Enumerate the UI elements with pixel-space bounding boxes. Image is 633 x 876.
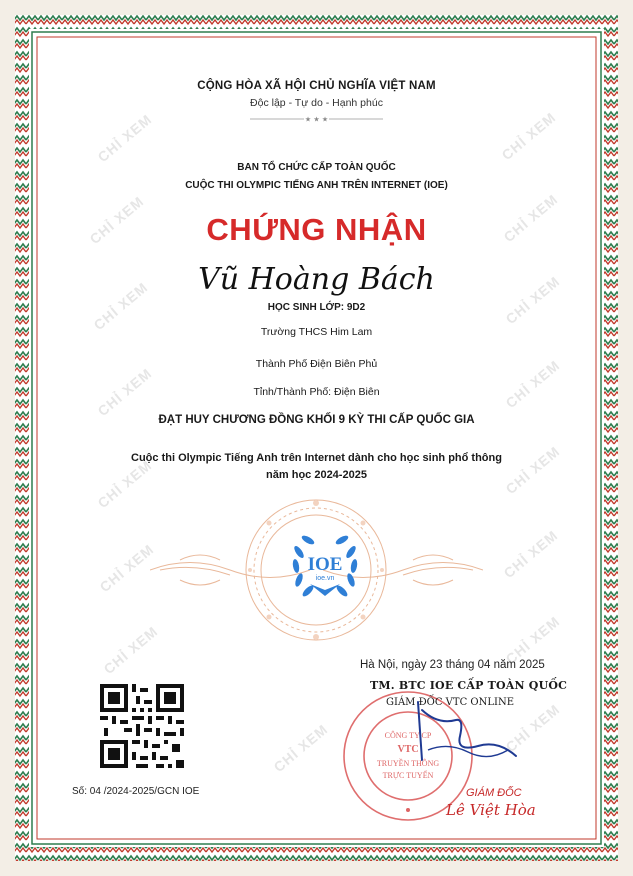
city-name: Thành Phố Điện Biên Phủ [255,358,378,370]
logo-url: ioe.vn [315,575,335,582]
watermark: CHỈ XEM [502,700,563,756]
stamp-line-4: TRỰC TUYẾN [382,771,434,780]
watermark: CHỈ XEM [94,364,155,420]
signer-role: GIÁM ĐỐC [466,787,522,799]
stamp-line-2: VTC [397,744,419,755]
serial-number: Số: 04 /2024-2025/GCN IOE [72,786,200,797]
watermark: CHỈ XEM [96,540,157,596]
signature-subtitle: GIÁM ĐỐC VTC ONLINE [386,697,514,708]
issue-date: Hà Nội, ngày 23 tháng 04 năm 2025 [360,659,545,671]
qr-code [100,684,184,768]
student-class: HỌC SINH LỚP: 9D2 [267,302,366,313]
watermark: CHỈ XEM [498,108,559,164]
watermark: CHỈ XEM [270,720,331,776]
school-year: năm học 2024-2025 [266,469,367,481]
watermark: CHỈ XEM [90,278,151,334]
school-name: Trường THCS Him Lam [260,326,373,338]
nation-title: CỘNG HÒA XÃ HỘI CHỦ NGHĨA VIỆT NAM [197,80,436,92]
handwritten-signature [398,690,528,780]
signature-title: TM. BTC IOE CẤP TOÀN QUỐC [370,679,568,692]
svg-text:★ ★ ★: ★ ★ ★ [304,116,329,122]
organizer-line-2: CUỘC THI OLYMPIC TIẾNG ANH TRÊN INTERNET (IOE) [185,180,448,191]
signer-name: Lê Việt Hòa [446,801,536,819]
watermark: CHỈ XEM [502,356,563,412]
contest-description: Cuộc thi Olympic Tiếng Anh trên Internet dành cho học sinh phổ thông [131,452,502,464]
province-name: Tỉnh/Thành Phố: Điện Biên [253,386,380,398]
header-divider [250,116,383,122]
award-line: ĐẠT HUY CHƯƠNG ĐỒNG KHỐI 9 KỲ THI CẤP QUỐC GIA [158,414,475,426]
certificate-title: CHỨNG NHẬN [206,212,427,247]
recipient-name: Vũ Hoàng Bách [198,262,435,297]
watermark: CHỈ XEM [86,192,147,248]
logo-text: IOE [307,554,343,575]
watermark: CHỈ XEM [502,612,563,668]
stamp-line-1: CÔNG TY CP [384,731,432,740]
watermark: CHỈ XEM [94,110,155,166]
stamp-line-3: TRUYỀN THÔNG [376,759,440,768]
watermark: CHỈ XEM [94,456,155,512]
watermark: CHỈ XEM [100,622,161,678]
ioe-logo [288,528,362,602]
watermark: CHỈ XEM [502,442,563,498]
watermark: CHỈ XEM [500,190,561,246]
watermark: CHỈ XEM [500,526,561,582]
watermark: CHỈ XEM [502,272,563,328]
organizer-line-1: BAN TỔ CHỨC CẤP TOÀN QUỐC [237,162,396,173]
national-motto: Độc lập - Tự do - Hạnh phúc [250,97,383,109]
